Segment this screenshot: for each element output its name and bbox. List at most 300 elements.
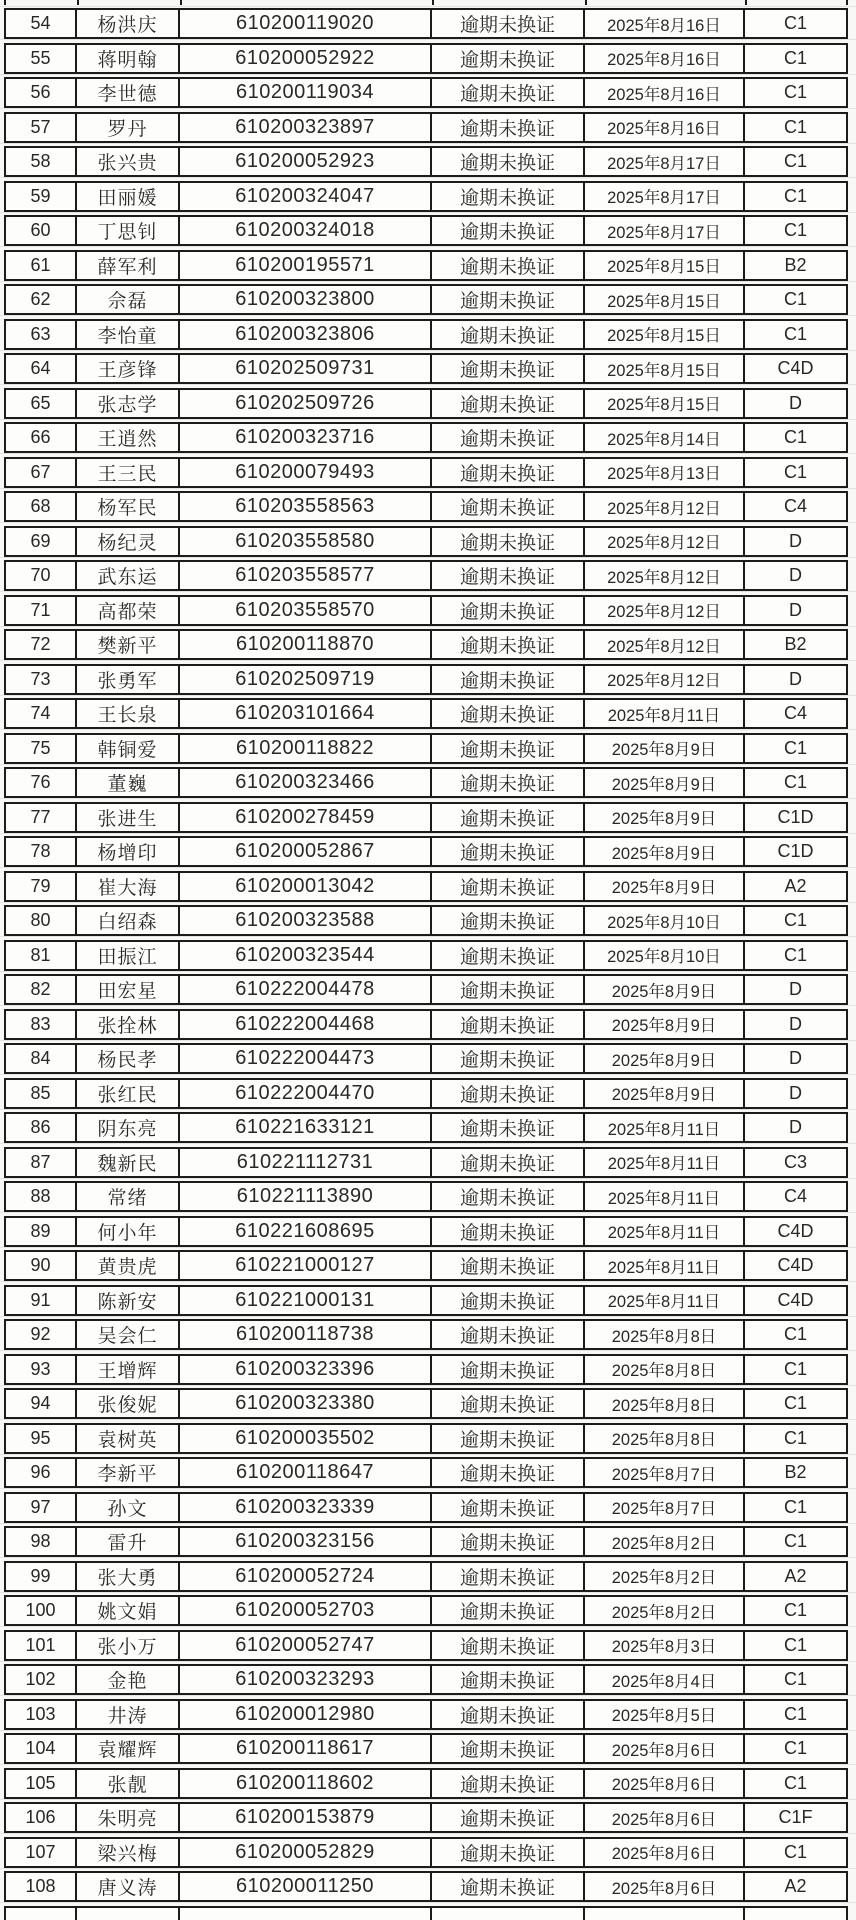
cell-date: 2025年8月5日 xyxy=(585,1701,745,1728)
cell-file-number: 610200052922 xyxy=(180,45,432,72)
cell-file-number: 610200323293 xyxy=(180,1666,432,1693)
cell-file-number: 610200012980 xyxy=(180,1701,432,1728)
cell-license-type: C1 xyxy=(783,82,807,102)
cell-date: 2025年8月15日 xyxy=(585,286,745,313)
cell-name: 樊新平 xyxy=(77,631,180,658)
cell-date: 2025年8月15日 xyxy=(585,321,745,348)
cell-row-number: 63 xyxy=(6,321,77,348)
table-row xyxy=(4,1871,848,1902)
cell-status: 逾期未换证 xyxy=(432,1873,585,1900)
table-row xyxy=(4,1147,848,1178)
cell-row-number: 85 xyxy=(6,1080,77,1107)
cell-file-number: 610200118822 xyxy=(180,735,432,762)
cell-license-type: C1 xyxy=(783,1703,807,1724)
cell-status: 逾期未换证 xyxy=(432,528,585,555)
cell-license-type: C4D xyxy=(777,1220,814,1241)
cell-row-number: 100 xyxy=(6,1597,77,1624)
cell-row-number: 78 xyxy=(6,838,77,865)
cell-file-number: 610200324047 xyxy=(180,183,432,210)
cell-date: 2025年8月9日 xyxy=(585,976,745,1003)
table-row xyxy=(4,1078,848,1109)
cell-row-number: 104 xyxy=(6,1735,77,1762)
cell-row-number: 61 xyxy=(6,252,77,279)
cell-status: 逾期未换证 xyxy=(432,873,585,900)
cell-file-number: 610202509731 xyxy=(180,355,432,382)
cell-status: 逾期未换证 xyxy=(432,1632,585,1659)
cell-name: 张志学 xyxy=(77,390,180,417)
cell-name: 魏新民 xyxy=(77,1149,180,1176)
cell-license-type: C1D xyxy=(777,806,814,827)
cell-name: 袁树英 xyxy=(77,1425,180,1452)
table-row xyxy=(4,905,848,936)
cell-date: 2025年8月7日 xyxy=(585,1459,745,1486)
cell-row-number: 77 xyxy=(6,804,77,831)
cell-status: 逾期未换证 xyxy=(432,1459,585,1486)
cell-name: 崔大海 xyxy=(77,873,180,900)
cell-name: 田振江 xyxy=(77,942,180,969)
cell-license-type: C1 xyxy=(783,944,807,965)
cell-row-number: 58 xyxy=(6,148,77,175)
cell-file-number: 610200153879 xyxy=(180,1804,432,1831)
cell-license-type: C1 xyxy=(783,461,807,482)
table-row xyxy=(4,388,848,419)
cell-file-number: 610200195571 xyxy=(180,252,432,279)
cell-name: 张大勇 xyxy=(77,1563,180,1590)
cell-file-number: 610200052923 xyxy=(180,148,432,175)
table-row xyxy=(4,181,848,212)
cell-date: 2025年8月11日 xyxy=(585,1218,745,1245)
cell-file-number: 610221000131 xyxy=(180,1287,432,1314)
cell-row-number: 83 xyxy=(6,1011,77,1038)
cell-date: 2025年8月9日 xyxy=(585,769,745,796)
cell-license-type: A2 xyxy=(784,1876,807,1896)
cell-status: 逾期未换证 xyxy=(432,1804,585,1831)
cell-file-number: 610222004470 xyxy=(180,1080,432,1107)
cell-license-type: C3 xyxy=(783,1151,807,1172)
table-row xyxy=(4,353,848,384)
cell-row-number: 101 xyxy=(6,1632,77,1659)
cell-license-type: C1 xyxy=(783,220,807,240)
cell-status: 逾期未换证 xyxy=(432,45,585,72)
cell-status: 逾期未换证 xyxy=(432,1528,585,1555)
table-row xyxy=(4,457,848,488)
cell-license-type: C1 xyxy=(783,1496,807,1517)
cell-status: 逾期未换证 xyxy=(432,1045,585,1072)
cell-row-number: 57 xyxy=(6,114,77,141)
cell-name: 佘磊 xyxy=(77,286,180,313)
cell-license-type: C1 xyxy=(783,1531,807,1551)
cell-name: 田丽媛 xyxy=(77,183,180,210)
cell-date: 2025年8月17日 xyxy=(585,217,745,244)
cell-license-type: C4D xyxy=(777,1255,814,1275)
cell-license-type: C1 xyxy=(783,1427,807,1448)
table-row xyxy=(4,8,848,39)
grid-stub xyxy=(77,0,79,5)
cell-license-type: C1 xyxy=(783,1841,807,1862)
cell-status: 逾期未换证 xyxy=(432,217,585,244)
cell-status: 逾期未换证 xyxy=(432,1494,585,1521)
cell-status: 逾期未换证 xyxy=(432,769,585,796)
cell-name: 杨增印 xyxy=(77,838,180,865)
cell-status: 逾期未换证 xyxy=(432,1425,585,1452)
cell-status: 逾期未换证 xyxy=(432,321,585,348)
cell-file-number: 610200052867 xyxy=(180,838,432,865)
cell-row-number: 106 xyxy=(6,1804,77,1831)
cell-license-type: C1 xyxy=(783,185,807,206)
grid-stub xyxy=(4,0,6,5)
cell-date: 2025年8月6日 xyxy=(585,1804,745,1831)
cell-row-number: 98 xyxy=(6,1528,77,1555)
table-row xyxy=(4,1492,848,1523)
table-top-edge xyxy=(0,0,856,8)
cell-date: 2025年8月12日 xyxy=(585,493,745,520)
cell-name: 杨洪庆 xyxy=(77,10,180,37)
cell-license-type: D xyxy=(789,565,802,585)
cell-file-number: 610202509719 xyxy=(180,666,432,693)
cell-name: 张俊妮 xyxy=(77,1390,180,1417)
cell-date: 2025年8月11日 xyxy=(585,1252,745,1279)
cell-row-number: 72 xyxy=(6,631,77,658)
table-row xyxy=(4,1457,848,1488)
cell-row-number: 64 xyxy=(6,355,77,382)
grid-stub xyxy=(745,0,747,5)
cell-file-number: 610200118602 xyxy=(180,1770,432,1797)
cell-license-type: C1 xyxy=(783,427,807,447)
cell-row-number: 62 xyxy=(6,286,77,313)
cell-name: 王增辉 xyxy=(77,1356,180,1383)
table-row xyxy=(4,629,848,660)
cell-row-number: 102 xyxy=(6,1666,77,1693)
cell-status: 逾期未换证 xyxy=(432,1770,585,1797)
cell-status: 逾期未换证 xyxy=(432,1218,585,1245)
cell-date: 2025年8月15日 xyxy=(585,390,745,417)
cell-name: 阴东亮 xyxy=(77,1114,180,1141)
cell-name: 孙文 xyxy=(77,1494,180,1521)
cell-row-number: 86 xyxy=(6,1114,77,1141)
cell-license-type: A2 xyxy=(784,1565,807,1586)
cell-name: 丁思钊 xyxy=(77,217,180,244)
cell-date: 2025年8月9日 xyxy=(585,1011,745,1038)
cell-status: 逾期未换证 xyxy=(432,1735,585,1762)
cell-license-type: C1F xyxy=(778,1807,813,1827)
cell-row-number: 92 xyxy=(6,1321,77,1348)
table-row xyxy=(4,1216,848,1247)
table-row xyxy=(4,1181,848,1212)
cell-date: 2025年8月6日 xyxy=(585,1770,745,1797)
cell-license-type: C1 xyxy=(783,1634,807,1655)
table-row xyxy=(4,1423,848,1454)
table-row xyxy=(4,1561,848,1592)
cell-file-number: 610221608695 xyxy=(180,1218,432,1245)
empty-cell xyxy=(745,1908,846,1920)
cell-name: 金艳 xyxy=(77,1666,180,1693)
cell-date: 2025年8月12日 xyxy=(585,597,745,624)
cell-file-number: 610200119034 xyxy=(180,79,432,106)
cell-file-number: 610200052724 xyxy=(180,1563,432,1590)
cell-name: 吴会仁 xyxy=(77,1321,180,1348)
cell-row-number: 82 xyxy=(6,976,77,1003)
cell-name: 杨军民 xyxy=(77,493,180,520)
cell-row-number: 65 xyxy=(6,390,77,417)
cell-name: 张红民 xyxy=(77,1080,180,1107)
cell-row-number: 70 xyxy=(6,562,77,589)
table-row xyxy=(4,1699,848,1730)
cell-name: 张拴林 xyxy=(77,1011,180,1038)
cell-file-number: 610200118647 xyxy=(180,1459,432,1486)
cell-name: 梁兴梅 xyxy=(77,1839,180,1866)
table-row xyxy=(4,1837,848,1868)
cell-license-type: D xyxy=(789,599,802,620)
cell-row-number: 54 xyxy=(6,10,77,37)
cell-license-type: B2 xyxy=(784,1462,807,1482)
cell-license-type: C1 xyxy=(783,1738,807,1758)
cell-date: 2025年8月8日 xyxy=(585,1356,745,1383)
cell-file-number: 610200323339 xyxy=(180,1494,432,1521)
cell-name: 薛军利 xyxy=(77,252,180,279)
cell-status: 逾期未换证 xyxy=(432,459,585,486)
cell-name: 李世德 xyxy=(77,79,180,106)
table-row xyxy=(4,560,848,591)
cell-file-number: 610221000127 xyxy=(180,1252,432,1279)
cell-date: 2025年8月6日 xyxy=(585,1735,745,1762)
cell-license-type: A2 xyxy=(784,875,807,896)
table-row xyxy=(4,112,848,143)
cell-license-type: D xyxy=(789,668,802,689)
cell-row-number: 88 xyxy=(6,1183,77,1210)
cell-date: 2025年8月16日 xyxy=(585,45,745,72)
table-bottom-partial-row xyxy=(4,1906,848,1920)
cell-license-type: B2 xyxy=(784,254,807,275)
cell-status: 逾期未换证 xyxy=(432,148,585,175)
cell-file-number: 610200052703 xyxy=(180,1597,432,1624)
cell-name: 袁耀辉 xyxy=(77,1735,180,1762)
cell-row-number: 107 xyxy=(6,1839,77,1866)
cell-date: 2025年8月6日 xyxy=(585,1839,745,1866)
cell-status: 逾期未换证 xyxy=(432,1252,585,1279)
table-row xyxy=(4,1733,848,1764)
cell-date: 2025年8月8日 xyxy=(585,1390,745,1417)
table-row xyxy=(4,43,848,74)
cell-date: 2025年8月2日 xyxy=(585,1528,745,1555)
table-row xyxy=(4,940,848,971)
cell-row-number: 93 xyxy=(6,1356,77,1383)
cell-row-number: 68 xyxy=(6,493,77,520)
table-row xyxy=(4,664,848,695)
cell-row-number: 81 xyxy=(6,942,77,969)
cell-license-type: C1 xyxy=(783,1393,807,1413)
cell-row-number: 67 xyxy=(6,459,77,486)
cell-name: 李怡童 xyxy=(77,321,180,348)
cell-status: 逾期未换证 xyxy=(432,1839,585,1866)
table-row xyxy=(4,1112,848,1143)
table-row xyxy=(4,491,848,522)
table-row xyxy=(4,1354,848,1385)
cell-name: 蒋明翰 xyxy=(77,45,180,72)
table-row xyxy=(4,1802,848,1833)
cell-file-number: 610203558570 xyxy=(180,597,432,624)
cell-status: 逾期未换证 xyxy=(432,597,585,624)
cell-name: 罗丹 xyxy=(77,114,180,141)
cell-row-number: 108 xyxy=(6,1873,77,1900)
cell-name: 董巍 xyxy=(77,769,180,796)
table-row xyxy=(4,871,848,902)
table-row xyxy=(4,1250,848,1281)
cell-status: 逾期未换证 xyxy=(432,666,585,693)
cell-row-number: 76 xyxy=(6,769,77,796)
cell-license-type: C1 xyxy=(783,151,807,171)
cell-license-type: C1 xyxy=(783,910,807,930)
table-row xyxy=(4,284,848,315)
cell-status: 逾期未换证 xyxy=(432,79,585,106)
cell-status: 逾期未换证 xyxy=(432,390,585,417)
table-row xyxy=(4,767,848,798)
cell-license-type: D xyxy=(789,392,802,413)
cell-status: 逾期未换证 xyxy=(432,1597,585,1624)
cell-status: 逾期未换证 xyxy=(432,804,585,831)
cell-status: 逾期未换证 xyxy=(432,1701,585,1728)
cell-status: 逾期未换证 xyxy=(432,976,585,1003)
cell-name: 张靓 xyxy=(77,1770,180,1797)
cell-status: 逾期未换证 xyxy=(432,1080,585,1107)
cell-name: 张勇军 xyxy=(77,666,180,693)
cell-name: 李新平 xyxy=(77,1459,180,1486)
cell-status: 逾期未换证 xyxy=(432,942,585,969)
cell-name: 常绪 xyxy=(77,1183,180,1210)
cell-row-number: 105 xyxy=(6,1770,77,1797)
table-row xyxy=(4,1768,848,1799)
cell-status: 逾期未换证 xyxy=(432,1666,585,1693)
cell-row-number: 55 xyxy=(6,45,77,72)
cell-file-number: 610200079493 xyxy=(180,459,432,486)
cell-file-number: 610200324018 xyxy=(180,217,432,244)
empty-cell xyxy=(585,1908,745,1920)
cell-date: 2025年8月15日 xyxy=(585,252,745,279)
cell-date: 2025年8月10日 xyxy=(585,907,745,934)
cell-date: 2025年8月11日 xyxy=(585,700,745,727)
cell-file-number: 610200013042 xyxy=(180,873,432,900)
cell-date: 2025年8月16日 xyxy=(585,114,745,141)
cell-file-number: 610200035502 xyxy=(180,1425,432,1452)
cell-name: 雷升 xyxy=(77,1528,180,1555)
grid-stub xyxy=(846,0,848,5)
cell-file-number: 610200323806 xyxy=(180,321,432,348)
cell-date: 2025年8月2日 xyxy=(585,1597,745,1624)
cell-row-number: 80 xyxy=(6,907,77,934)
table-row xyxy=(4,319,848,350)
cell-status: 逾期未换证 xyxy=(432,1149,585,1176)
cell-file-number: 610200323396 xyxy=(180,1356,432,1383)
cell-row-number: 99 xyxy=(6,1563,77,1590)
cell-date: 2025年8月17日 xyxy=(585,148,745,175)
cell-date: 2025年8月11日 xyxy=(585,1183,745,1210)
table-row xyxy=(4,974,848,1005)
cell-license-type: D xyxy=(789,1117,802,1137)
cell-file-number: 610200119020 xyxy=(180,10,432,37)
cell-license-type: D xyxy=(789,530,802,551)
cell-row-number: 87 xyxy=(6,1149,77,1176)
cell-date: 2025年8月6日 xyxy=(585,1873,745,1900)
cell-status: 逾期未换证 xyxy=(432,10,585,37)
cell-file-number: 610200323544 xyxy=(180,942,432,969)
cell-date: 2025年8月4日 xyxy=(585,1666,745,1693)
cell-license-type: C4D xyxy=(777,358,814,378)
cell-status: 逾期未换证 xyxy=(432,493,585,520)
cell-row-number: 97 xyxy=(6,1494,77,1521)
cell-date: 2025年8月16日 xyxy=(585,10,745,37)
cell-name: 唐义涛 xyxy=(77,1873,180,1900)
cell-row-number: 69 xyxy=(6,528,77,555)
cell-date: 2025年8月12日 xyxy=(585,631,745,658)
empty-cell xyxy=(6,1908,77,1920)
cell-file-number: 610200118738 xyxy=(180,1321,432,1348)
cell-row-number: 56 xyxy=(6,79,77,106)
cell-status: 逾期未换证 xyxy=(432,907,585,934)
cell-file-number: 610203558577 xyxy=(180,562,432,589)
cell-date: 2025年8月9日 xyxy=(585,1080,745,1107)
cell-license-type: C1 xyxy=(783,1600,807,1620)
cell-file-number: 610222004468 xyxy=(180,1011,432,1038)
cell-status: 逾期未换证 xyxy=(432,1287,585,1314)
cell-date: 2025年8月11日 xyxy=(585,1114,745,1141)
cell-row-number: 75 xyxy=(6,735,77,762)
cell-name: 朱明亮 xyxy=(77,1804,180,1831)
cell-license-type: C1 xyxy=(783,737,807,758)
cell-row-number: 84 xyxy=(6,1045,77,1072)
cell-date: 2025年8月9日 xyxy=(585,873,745,900)
cell-status: 逾期未换证 xyxy=(432,1563,585,1590)
cell-date: 2025年8月9日 xyxy=(585,804,745,831)
cell-license-type: D xyxy=(789,1082,802,1103)
cell-row-number: 94 xyxy=(6,1390,77,1417)
cell-date: 2025年8月10日 xyxy=(585,942,745,969)
cell-license-type: C1 xyxy=(783,289,807,309)
cell-date: 2025年8月11日 xyxy=(585,1149,745,1176)
cell-license-type: C1 xyxy=(783,1358,807,1379)
cell-status: 逾期未换证 xyxy=(432,114,585,141)
cell-status: 逾期未换证 xyxy=(432,355,585,382)
cell-name: 杨纪灵 xyxy=(77,528,180,555)
cell-license-type: B2 xyxy=(784,634,807,654)
table-row xyxy=(4,146,848,177)
cell-license-type: C4 xyxy=(783,496,807,516)
cell-row-number: 71 xyxy=(6,597,77,624)
cell-name: 白绍森 xyxy=(77,907,180,934)
table-row xyxy=(4,1526,848,1557)
cell-row-number: 60 xyxy=(6,217,77,244)
cell-date: 2025年8月8日 xyxy=(585,1321,745,1348)
cell-name: 田宏星 xyxy=(77,976,180,1003)
empty-cell xyxy=(180,1908,432,1920)
cell-file-number: 610200052747 xyxy=(180,1632,432,1659)
cell-file-number: 610200323716 xyxy=(180,424,432,451)
empty-cell xyxy=(77,1908,180,1920)
cell-file-number: 610203558580 xyxy=(180,528,432,555)
grid-stub xyxy=(585,0,587,5)
table-row xyxy=(4,1043,848,1074)
faint-gridline xyxy=(0,6,856,7)
cell-name: 张兴贵 xyxy=(77,148,180,175)
table-row xyxy=(4,250,848,281)
cell-name: 高都荣 xyxy=(77,597,180,624)
table-row xyxy=(4,802,848,833)
table-row xyxy=(4,526,848,557)
cell-status: 逾期未换证 xyxy=(432,424,585,451)
cell-file-number: 610200011250 xyxy=(180,1873,432,1900)
table-row xyxy=(4,1595,848,1626)
cell-name: 井涛 xyxy=(77,1701,180,1728)
table-row xyxy=(4,422,848,453)
cell-name: 王彦锋 xyxy=(77,355,180,382)
